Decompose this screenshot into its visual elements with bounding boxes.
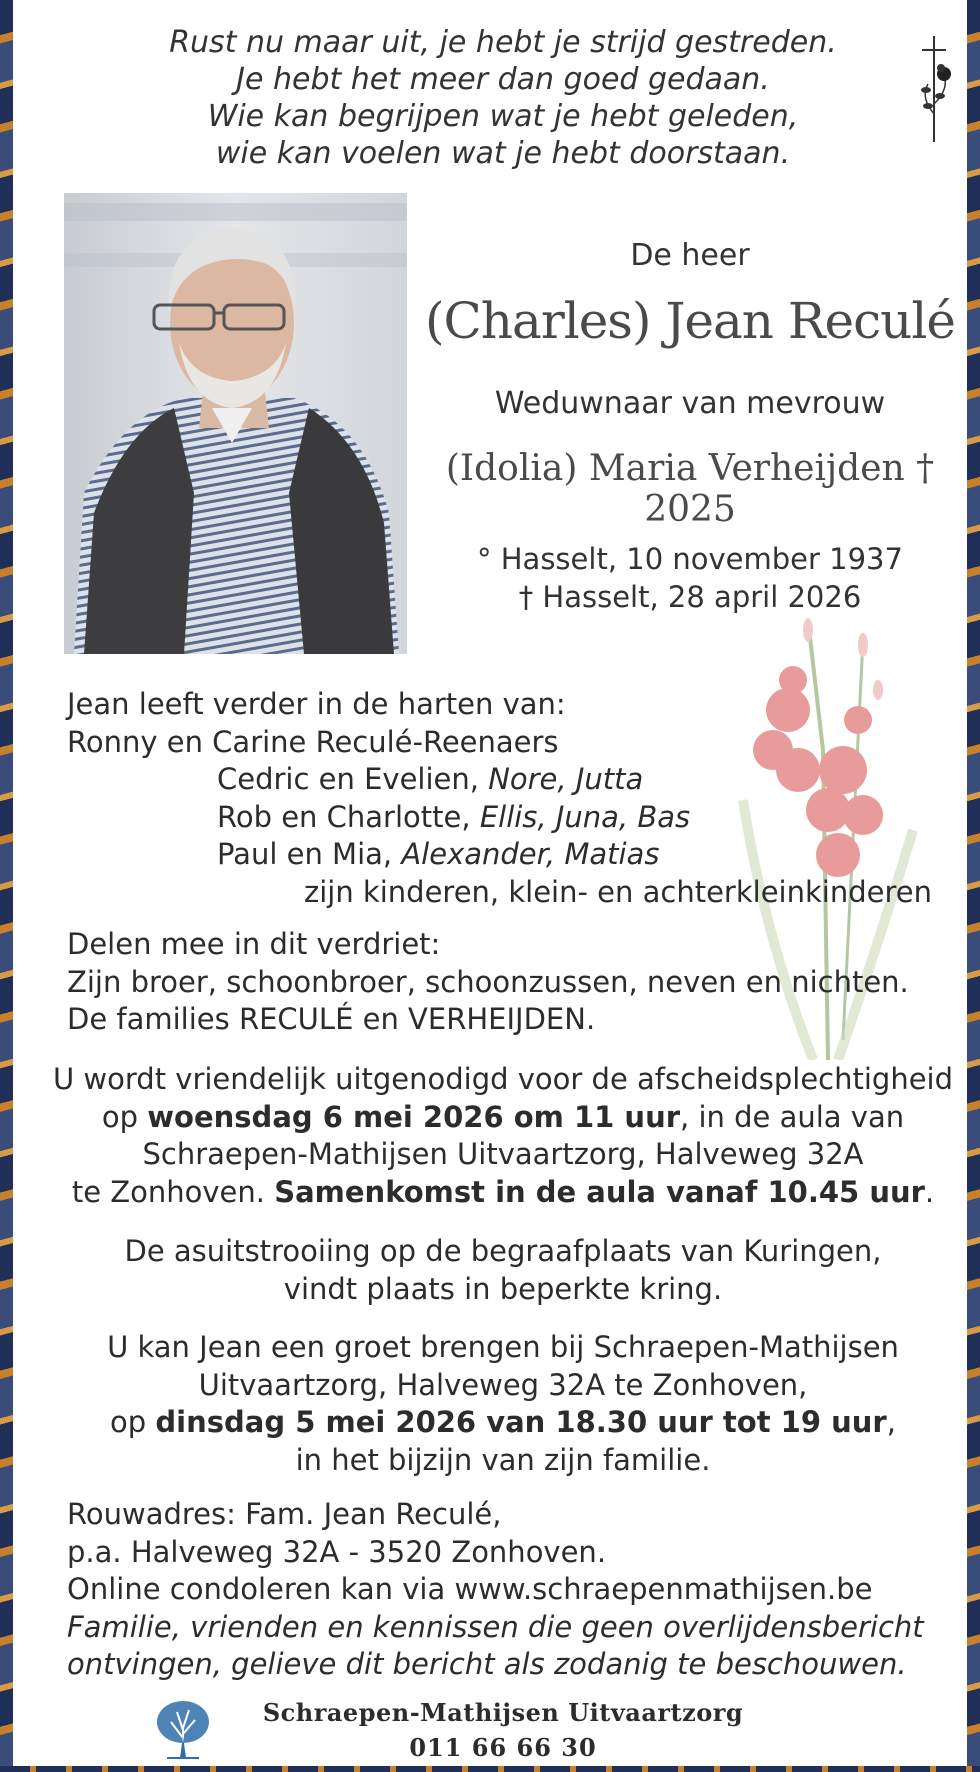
disclaimer-line: ontvingen, gelieve dit bericht als zodanig te beschouwen. — [67, 1647, 907, 1681]
grandchildren-couple: Cedric en Evelien, — [217, 762, 489, 796]
decorative-border-right — [967, 0, 980, 1772]
great-grandchildren: Ellis, Juna, Bas — [479, 799, 691, 834]
cross-with-rose-icon — [908, 34, 964, 144]
portrait-photo — [64, 193, 407, 654]
grandchildren-couple: Rob en Charlotte, — [217, 799, 480, 834]
family-intro: Jean leeft verder in de harten van: — [67, 687, 566, 721]
text-fragment: op — [110, 1405, 156, 1439]
sorrow-section — [67, 926, 909, 1039]
postal-address: p.a. Halveweg 32A - 3520 Zonhoven. — [67, 1534, 607, 1569]
poem-line: Rust nu maar uit, je hebt je strijd gestreden. — [169, 25, 837, 60]
decorative-border-bottom — [0, 1766, 980, 1772]
honorific: De heer — [630, 238, 750, 273]
deceased-name: (Charles) Jean Reculé — [425, 292, 955, 350]
family-relation: zijn kinderen, klein- en achterkleinkinderen — [304, 874, 932, 909]
gathering-time: Samenkomst in de aula vanaf 10.45 uur — [274, 1174, 925, 1209]
widow-of-label: Weduwnaar van mevrouw — [494, 386, 886, 421]
poem-line: Wie kan begrijpen wat je hebt geleden, — [207, 99, 799, 134]
poem-line: wie kan voelen wat je hebt doorstaan. — [215, 136, 791, 171]
address-section — [67, 1496, 924, 1684]
text-fragment: , in de aula van — [680, 1099, 905, 1134]
ceremony-section — [31, 1061, 975, 1211]
funeral-home-name: Schraepen-Mathijsen Uitvaartzorg — [262, 1698, 744, 1727]
poem-line: Je hebt het meer dan goed gedaan. — [236, 62, 770, 97]
decorative-border-left — [0, 0, 13, 1772]
grandchildren-couple: Paul en Mia, — [217, 837, 402, 871]
scatter-line: vindt plaats in beperkte kring. — [283, 1271, 723, 1306]
disclaimer-line: Familie, vrienden en kennissen die geen overlijdensbericht — [67, 1609, 924, 1644]
text-fragment: op — [101, 1099, 148, 1134]
notice-disclaimer — [67, 1609, 924, 1647]
ceremony-line: Schraepen-Mathijsen Uitvaartzorg, Halveweg 32A — [142, 1137, 864, 1171]
visitation-section — [31, 1329, 975, 1479]
funeral-home-phone: 011 66 66 30 — [409, 1733, 597, 1762]
scatter-line: De asuitstrooiing op de begraafplaats van Kuringen, — [124, 1234, 882, 1268]
death-notice — [13, 0, 967, 1766]
children-names: Ronny en Carine Reculé-Reenaers — [67, 724, 559, 759]
ceremony-date: woensdag 6 mei 2026 om 11 uur — [147, 1099, 681, 1134]
siblings-line: Zijn broer, schoonbroer, schoonzussen, neven en nichten. — [67, 964, 909, 999]
sorrow-intro: Delen mee in dit verdriet: — [67, 927, 441, 961]
spouse-name: (Idolia) Maria Verheijden † 2025 — [445, 448, 935, 530]
visit-line: Uitvaartzorg, Halveweg 32A te Zonhoven, — [198, 1367, 808, 1402]
ash-scattering-section — [31, 1233, 975, 1308]
visit-date: dinsdag 5 mei 2026 van 18.30 uur tot 19 uur — [155, 1405, 887, 1439]
text-fragment: , — [886, 1405, 896, 1439]
grandchildren-line — [67, 761, 932, 799]
ceremony-line — [31, 1174, 975, 1212]
family-section — [67, 686, 932, 911]
death-date: † Hasselt, 28 april 2026 — [518, 580, 862, 614]
visit-line: U kan Jean een groet brengen bij Schraepen-Mathijsen — [107, 1330, 899, 1364]
families-line: De families RECULÉ en VERHEIJDEN. — [67, 1002, 596, 1036]
visit-line: in het bijzijn van zijn familie. — [295, 1442, 711, 1477]
birth-date: ° Hasselt, 10 november 1937 — [477, 542, 903, 576]
grandchildren-line — [67, 799, 932, 837]
great-grandchildren: Alexander, Matias — [401, 837, 660, 871]
mourning-address: Rouwadres: Fam. Jean Reculé, — [67, 1497, 502, 1531]
notice-disclaimer — [67, 1646, 924, 1684]
great-grandchildren: Nore, Jutta — [488, 762, 644, 796]
text-fragment: . — [924, 1174, 935, 1209]
ceremony-line — [31, 1099, 975, 1137]
memorial-poem — [113, 24, 893, 172]
ceremony-line: U wordt vriendelijk uitgenodigd voor de afscheidsplechtigheid — [52, 1062, 954, 1096]
online-condolence-link[interactable]: Online condoleren kan via www.schraepenmathijsen.be — [67, 1572, 873, 1606]
grandchildren-line — [67, 836, 932, 874]
visit-line — [31, 1404, 975, 1442]
text-fragment: te Zonhoven. — [71, 1174, 275, 1209]
